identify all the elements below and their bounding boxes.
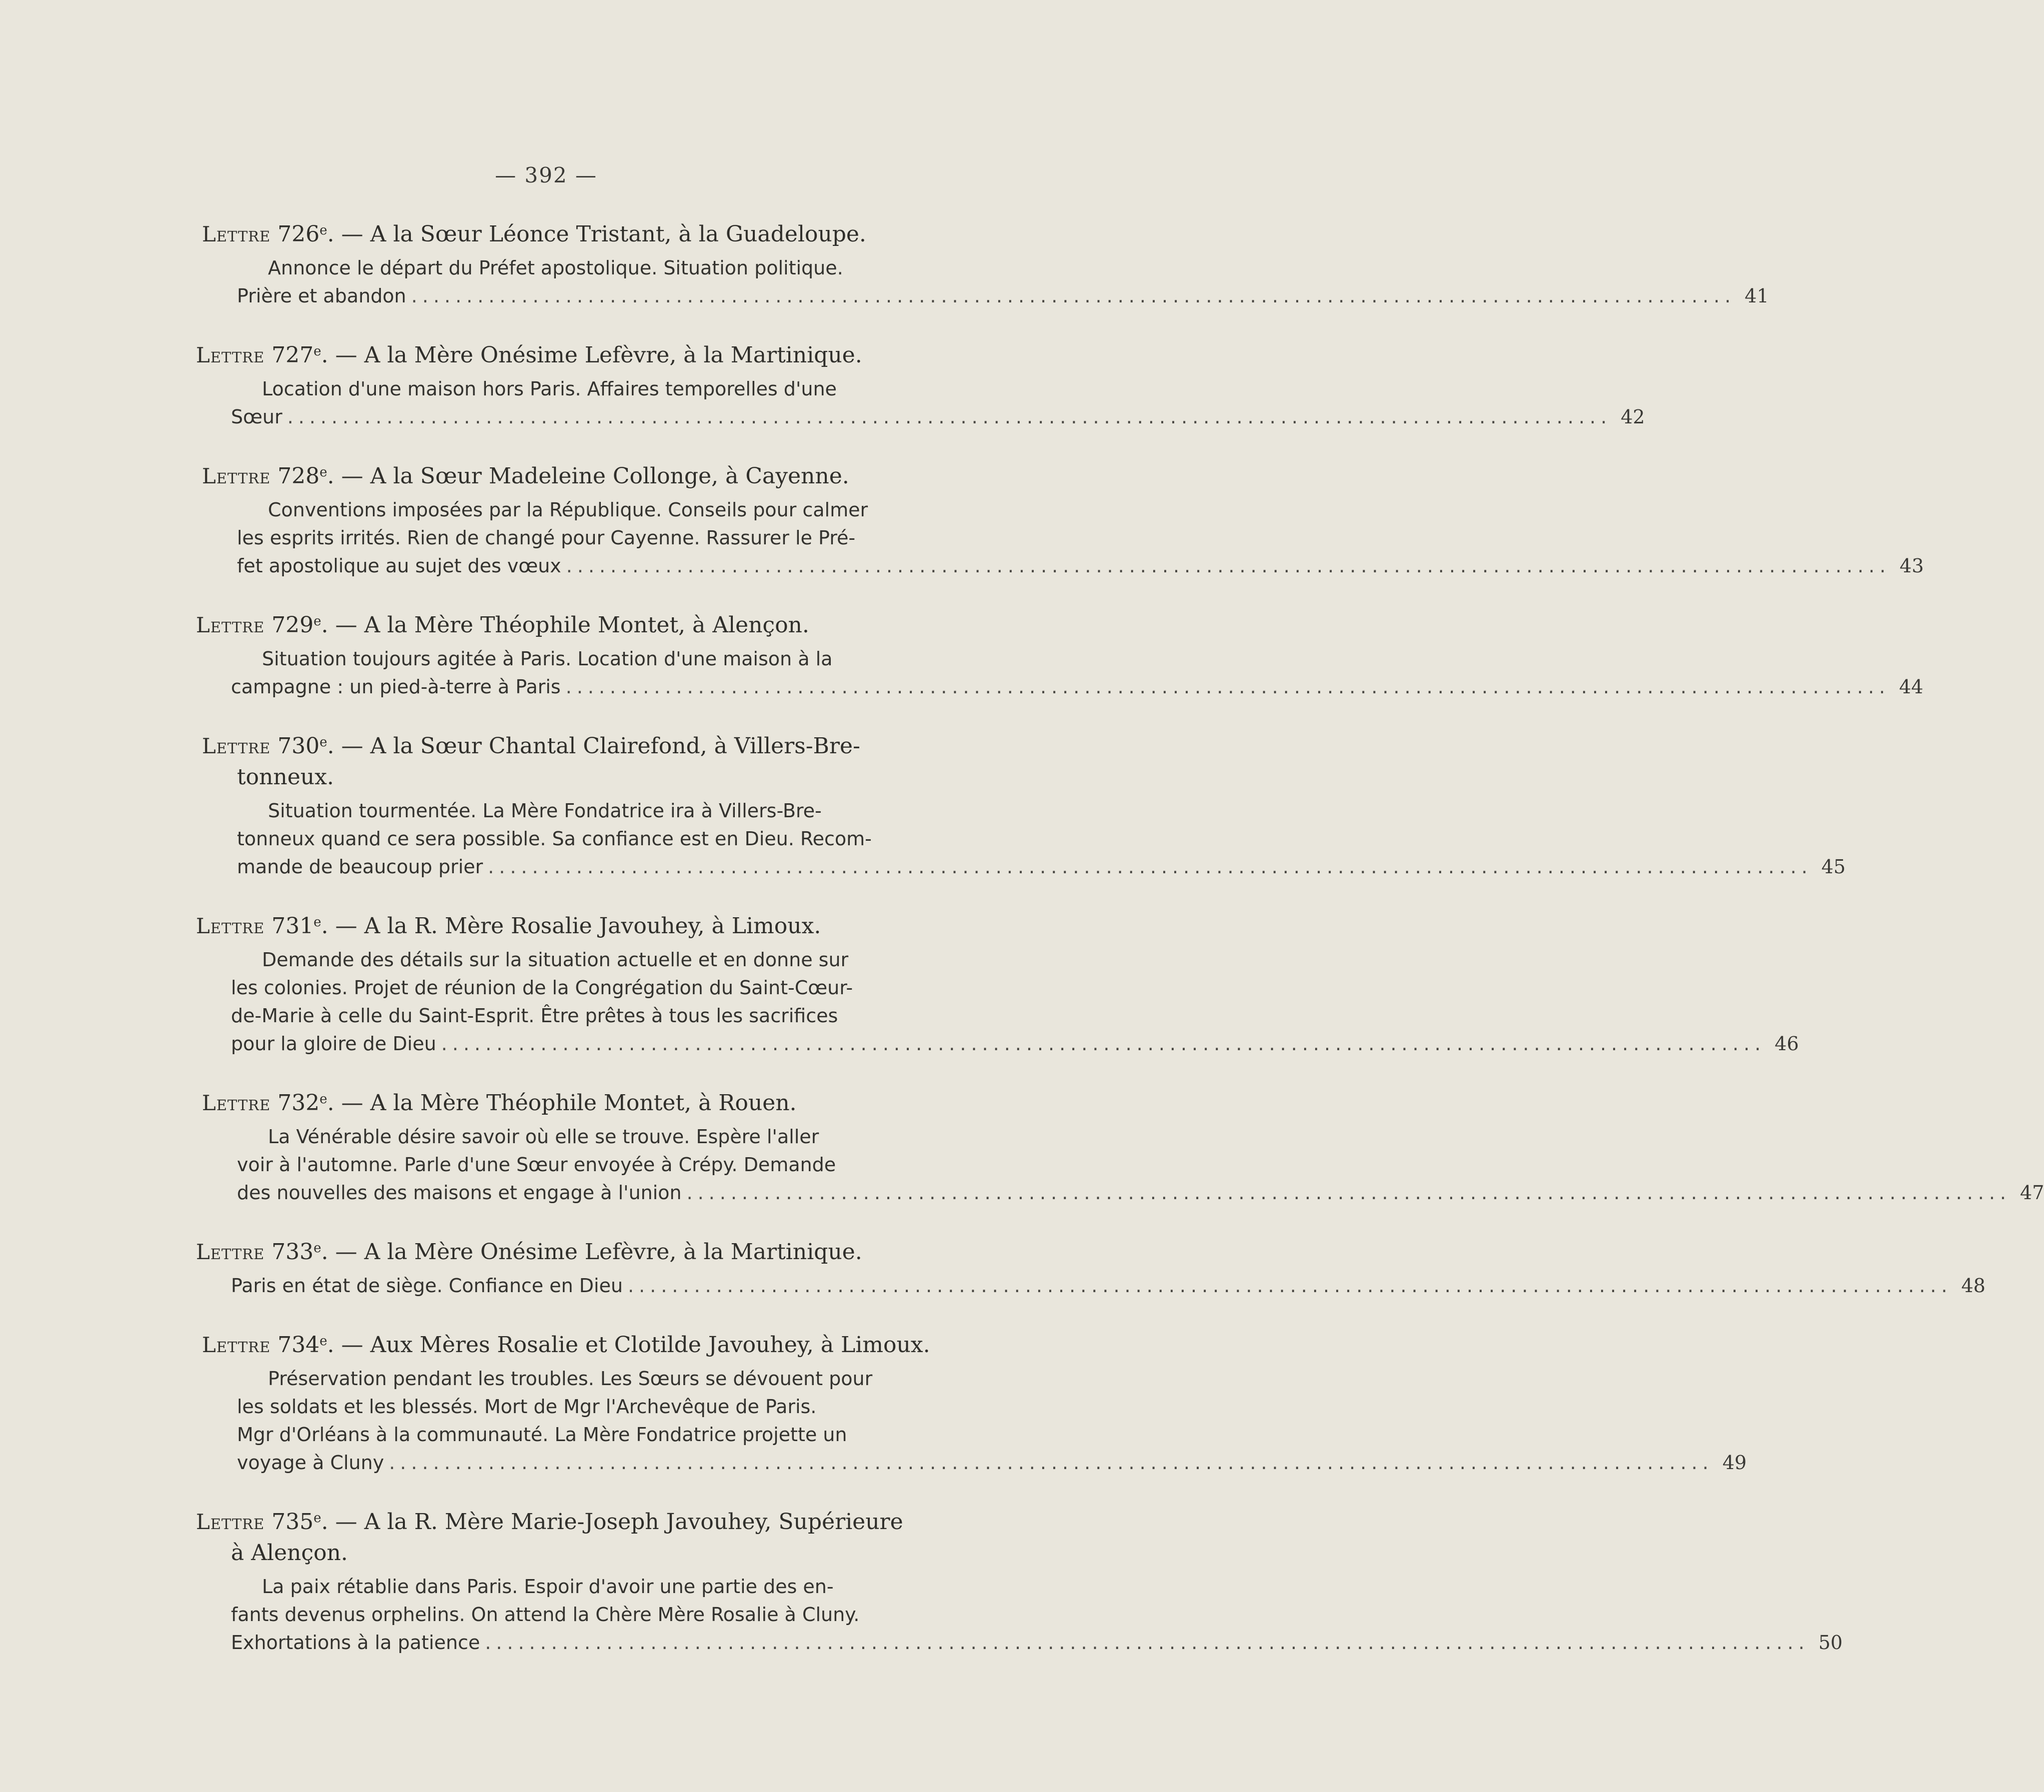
summary-line: Sœur <box>231 406 282 428</box>
letter-number: 731 <box>271 913 314 939</box>
summary-line: Préservation pendant les troubles. Les Sœurs se dévouent pour <box>268 1368 873 1390</box>
leader-dots: ........................................................................................................................ <box>441 1033 1766 1055</box>
ordinal-suffix: e <box>313 614 321 629</box>
letter-number: 729 <box>271 612 314 638</box>
ordinal-suffix: e <box>319 1092 327 1107</box>
summary-line: voir à l'automne. Parle d'une Sœur envoyée à Crépy. Demande <box>237 1154 836 1176</box>
page-number: — 392 — <box>495 163 597 187</box>
entry-label: Lettre <box>202 222 271 246</box>
summary-last-line <box>231 403 1645 431</box>
toc-entry <box>202 215 1769 310</box>
entry-title <box>196 907 981 942</box>
entry-label: Lettre <box>202 1333 271 1357</box>
summary-line: Mgr d'Orléans à la communauté. La Mère Fondatrice projette un <box>237 1424 847 1446</box>
summary-line: La paix rétablie dans Paris. Espoir d'avoir une partie des en- <box>262 1576 834 1598</box>
entry-label: Lettre <box>196 914 265 938</box>
entry-title <box>196 1233 981 1268</box>
summary-line: les soldats et les blessés. Mort de Mgr l'Archevêque de Paris. <box>237 1396 817 1418</box>
letter-recipient: . — A la Sœur Léonce Tristant, à la Guadeloupe. <box>327 221 866 247</box>
summary-line: des nouvelles des maisons et engage à l'union <box>237 1182 682 1204</box>
page-reference: 48 <box>1961 1275 1986 1297</box>
letter-number: 733 <box>271 1239 314 1265</box>
entry-title <box>196 336 981 371</box>
entry-summary <box>196 1272 1986 1300</box>
leader-dots: ........................................................................................................................ <box>411 285 1736 307</box>
summary-line: tonneux quand ce sera possible. Sa confiance est en Dieu. Recom- <box>237 828 872 850</box>
summary-last-line <box>237 853 1846 881</box>
toc-entry <box>196 606 1924 701</box>
letter-recipient-continued: tonneux. <box>237 764 334 790</box>
leader-dots: ........................................................................................................................ <box>565 676 1891 698</box>
toc-entry <box>196 1503 1843 1657</box>
summary-line: Annonce le départ du Préfet apostolique. Situation politique. <box>268 257 843 279</box>
summary-last-line <box>231 1030 1799 1058</box>
summary-last-line <box>237 1179 2044 1207</box>
ordinal-suffix: e <box>319 1334 327 1349</box>
letter-recipient: . — A la R. Mère Marie-Joseph Javouhey, Supérieure <box>321 1509 903 1535</box>
summary-line: de-Marie à celle du Saint-Esprit. Être prêtes à tous les sacrifices <box>231 1005 838 1027</box>
entry-title <box>196 1503 981 1569</box>
summary-line: fet apostolique au sujet des vœux <box>237 555 561 577</box>
summary-line: pour la gloire de Dieu <box>231 1033 436 1055</box>
table-of-contents <box>196 215 2044 1683</box>
entry-label: Lettre <box>196 343 265 367</box>
summary-last-line <box>231 1629 1843 1657</box>
entry-label: Lettre <box>202 464 271 488</box>
toc-entry <box>202 457 1924 580</box>
leader-dots: ........................................................................................................................ <box>627 1275 1953 1297</box>
summary-line: Situation toujours agitée à Paris. Location d'une maison à la <box>262 648 833 670</box>
page-reference: 41 <box>1745 285 1769 307</box>
letter-number: 728 <box>277 463 320 489</box>
letter-number: 727 <box>271 342 314 368</box>
entry-title <box>202 1084 981 1119</box>
entry-summary <box>196 946 1799 1058</box>
summary-line: Demande des détails sur la situation actuelle et en donne sur <box>262 949 849 971</box>
summary-last-line <box>231 673 1924 701</box>
ordinal-suffix: e <box>313 344 321 359</box>
summary-line: Exhortations à la patience <box>231 1632 480 1654</box>
leader-dots: ........................................................................................................................ <box>686 1182 2012 1204</box>
page-reference: 47 <box>2020 1182 2044 1204</box>
entry-label: Lettre <box>202 1091 271 1115</box>
summary-last-line <box>231 1272 1986 1300</box>
page-reference: 45 <box>1821 856 1846 878</box>
page-reference: 46 <box>1775 1033 1799 1055</box>
entry-title <box>202 215 981 250</box>
page-reference: 50 <box>1818 1632 1843 1654</box>
letter-recipient: . — A la Sœur Madeleine Collonge, à Cayenne. <box>327 463 849 489</box>
letter-number: 735 <box>271 1509 314 1535</box>
toc-entry <box>196 1233 1986 1300</box>
toc-entry <box>196 907 1799 1058</box>
ordinal-suffix: e <box>313 915 321 930</box>
letter-number: 734 <box>277 1332 320 1358</box>
summary-line: Location d'une maison hors Paris. Affaires temporelles d'une <box>262 378 837 400</box>
entry-summary <box>196 1573 1843 1657</box>
letter-number: 732 <box>277 1090 320 1116</box>
letter-recipient: . — A la Mère Théophile Montet, à Alençon. <box>321 612 809 638</box>
page-reference: 44 <box>1899 676 1924 698</box>
page-reference: 42 <box>1621 406 1645 428</box>
entry-title <box>202 457 981 492</box>
toc-entry <box>202 1326 1747 1477</box>
entry-title <box>202 727 981 793</box>
entry-label: Lettre <box>196 613 265 637</box>
ordinal-suffix: e <box>319 735 327 750</box>
entry-summary <box>202 1365 1747 1477</box>
leader-dots: ........................................................................................................................ <box>485 1632 1810 1654</box>
letter-recipient: . — A la Sœur Chantal Clairefond, à Villers-Bre- <box>327 733 860 759</box>
entry-summary <box>202 1123 2044 1207</box>
ordinal-suffix: e <box>319 223 327 238</box>
summary-last-line <box>237 1449 1747 1477</box>
leader-dots: ........................................................................................................................ <box>488 856 1813 878</box>
leader-dots: ........................................................................................................................ <box>287 406 1612 428</box>
entry-label: Lettre <box>196 1240 265 1264</box>
entry-summary <box>202 496 1924 580</box>
letter-number: 730 <box>277 733 320 759</box>
summary-line: campagne : un pied-à-terre à Paris <box>231 676 561 698</box>
summary-line: mande de beaucoup prier <box>237 856 483 878</box>
summary-line: La Vénérable désire savoir où elle se trouve. Espère l'aller <box>268 1126 819 1148</box>
letter-recipient: . — A la R. Mère Rosalie Javouhey, à Limoux. <box>321 913 821 939</box>
summary-line: Prière et abandon <box>237 285 406 307</box>
page-reference: 43 <box>1900 555 1924 577</box>
summary-line: fants devenus orphelins. On attend la Chère Mère Rosalie à Cluny. <box>231 1604 860 1626</box>
entry-summary <box>196 645 1924 701</box>
entry-summary <box>202 254 1769 310</box>
letter-recipient: . — Aux Mères Rosalie et Clotilde Javouhey, à Limoux. <box>327 1332 930 1358</box>
summary-line: Paris en état de siège. Confiance en Dieu <box>231 1275 623 1297</box>
toc-entry <box>202 727 1846 881</box>
entry-summary <box>196 375 1645 431</box>
toc-entry <box>202 1084 2044 1207</box>
page-reference: 49 <box>1722 1452 1747 1474</box>
letter-recipient: . — A la Mère Onésime Lefèvre, à la Martinique. <box>321 342 862 368</box>
letter-recipient-continued: à Alençon. <box>231 1540 348 1566</box>
leader-dots: ........................................................................................................................ <box>389 1452 1714 1474</box>
leader-dots: ........................................................................................................................ <box>566 555 1891 577</box>
entry-label: Lettre <box>196 1510 265 1534</box>
summary-line: Conventions imposées par la République. Conseils pour calmer <box>268 499 868 521</box>
summary-line: voyage à Cluny <box>237 1452 384 1474</box>
ordinal-suffix: e <box>319 465 327 480</box>
summary-last-line <box>237 282 1769 310</box>
ordinal-suffix: e <box>313 1241 321 1256</box>
ordinal-suffix: e <box>313 1511 321 1526</box>
letter-recipient: . — A la Mère Théophile Montet, à Rouen. <box>327 1090 797 1116</box>
entry-title <box>202 1326 981 1361</box>
entry-label: Lettre <box>202 734 271 758</box>
letter-number: 726 <box>277 221 320 247</box>
letter-recipient: . — A la Mère Onésime Lefèvre, à la Martinique. <box>321 1239 862 1265</box>
summary-line: les colonies. Projet de réunion de la Congrégation du Saint-Cœur- <box>231 977 853 999</box>
entry-summary <box>202 797 1846 881</box>
summary-line: Situation tourmentée. La Mère Fondatrice ira à Villers-Bre- <box>268 800 822 822</box>
summary-last-line <box>237 552 1924 580</box>
entry-title <box>196 606 981 641</box>
summary-line: les esprits irrités. Rien de changé pour Cayenne. Rassurer le Pré- <box>237 527 856 549</box>
toc-entry <box>196 336 1645 431</box>
